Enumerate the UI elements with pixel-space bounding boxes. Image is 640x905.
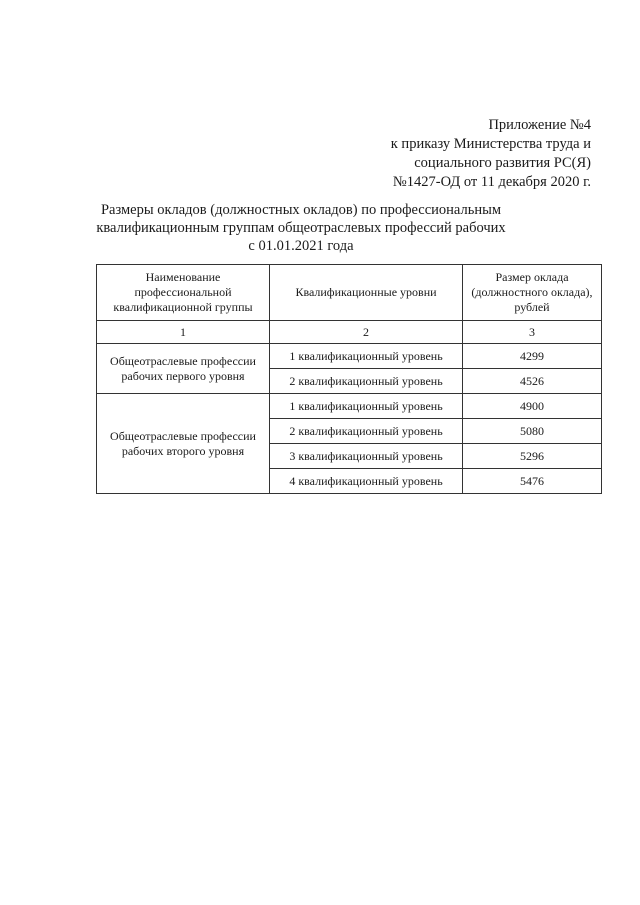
appendix-line: социального развития РС(Я) [414,155,591,171]
column-number: 2 [270,321,463,344]
salary-cell: 4900 [463,394,602,419]
table-row [97,344,602,369]
salary-cell: 5296 [463,444,602,469]
appendix-line: к приказу Министерства труда и [390,136,591,152]
document-title [96,201,506,255]
title-line: с 01.01.2021 года [248,238,354,254]
salary-cell: 4299 [463,344,602,369]
header-group-name: Наименование профессиональной квалификационной группы [97,265,270,321]
title-line: Размеры окладов (должностных окладов) по профессиональным [100,202,502,218]
salary-table [96,264,602,494]
appendix-header [391,116,591,192]
appendix-line: №1427-ОД от 11 декабря 2020 г. [392,174,591,190]
level-cell: 2 квалификационный уровень [270,369,463,394]
level-cell: 2 квалификационный уровень [270,419,463,444]
title-line: квалификационным группам общеотраслевых профессий рабочих [96,220,506,236]
level-cell: 1 квалификационный уровень [270,394,463,419]
header-levels: Квалификационные уровни [270,265,463,321]
level-cell: 1 квалификационный уровень [270,344,463,369]
group-name-cell: Общеотраслевые профессии рабочих второго уровня [97,394,270,494]
column-number: 1 [97,321,270,344]
appendix-line: Приложение №4 [488,117,591,133]
level-cell: 4 квалификационный уровень [270,469,463,494]
group-name-cell: Общеотраслевые профессии рабочих первого уровня [97,344,270,394]
salary-cell: 5080 [463,419,602,444]
salary-cell: 4526 [463,369,602,394]
column-number-row [97,321,602,344]
table-header-row [97,265,602,321]
table-row [97,394,602,419]
salary-cell: 5476 [463,469,602,494]
column-number: 3 [463,321,602,344]
header-salary: Размер оклада (должностного оклада), рублей [463,265,602,321]
level-cell: 3 квалификационный уровень [270,444,463,469]
